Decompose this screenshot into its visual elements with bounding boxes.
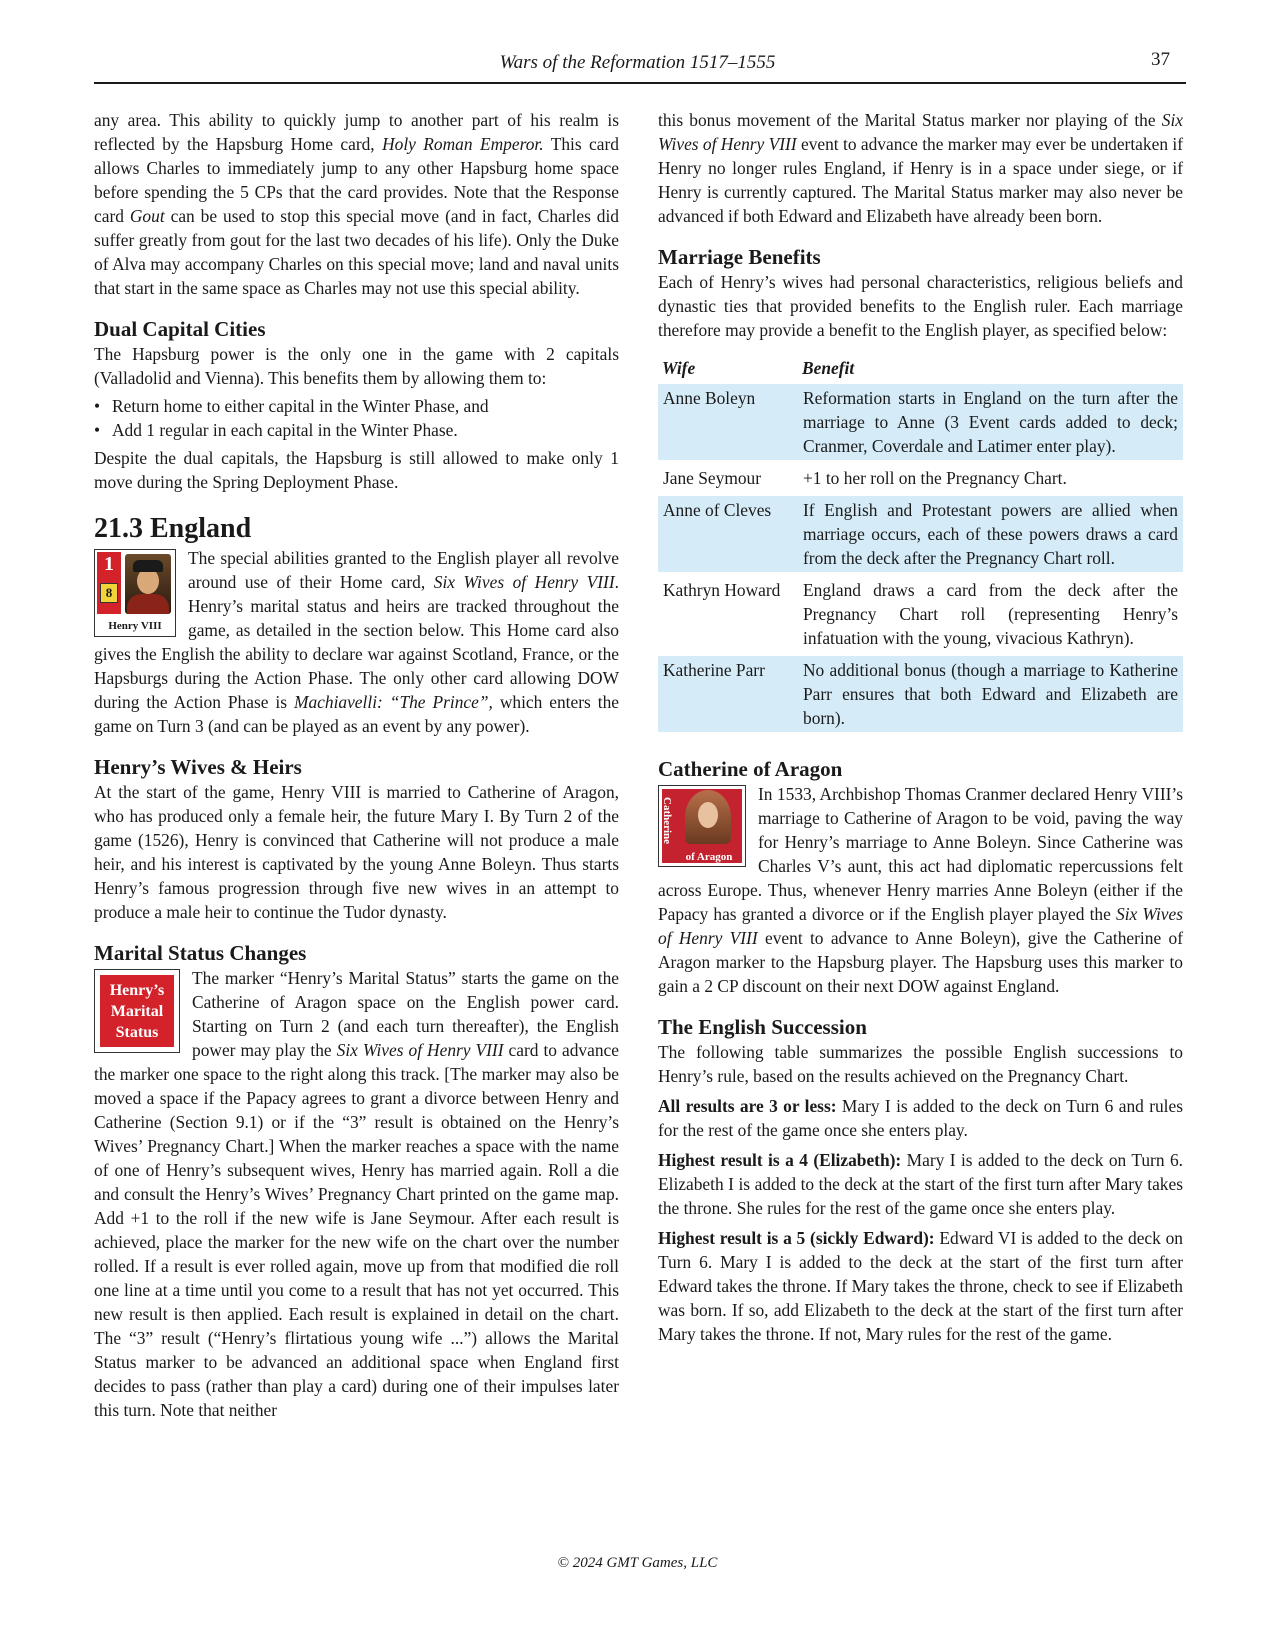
paragraph: Each of Henry’s wives had personal characteristics, religious beliefs and dynastic ties that provided benefits to the English ruler. Each marriage therefore may provide a benefit to the English player, as specified below:: [658, 272, 1183, 340]
table-row: Anne Boleyn Reformation starts in England on the turn after the marriage to Anne (3 Event cards added to deck; Cranmer, Coverdale and Latimer enter play).: [658, 384, 1183, 460]
marital-section: [94, 966, 619, 1422]
column-header-wife: Wife: [662, 358, 696, 378]
header-rule: [94, 82, 1186, 84]
table-row: Jane Seymour +1 to her roll on the Pregnancy Chart.: [663, 468, 1067, 488]
england-section: [94, 546, 619, 738]
succession-item: Highest result is a 4 (Elizabeth): Mary I is added to the deck on Turn 6. Elizabeth I is added to the deck at the start of the first turn after Mary takes the throne. She rules for the rest of the game once she enters play.: [658, 1150, 1183, 1218]
running-header: Wars of the Reformation 1517–1555: [499, 52, 776, 73]
paragraph: this bonus movement of the Marital Status marker nor playing of the Six Wives of Henry VIII event to advance the marker may ever be undertaken if Henry no longer rules England, if Henry is in a space under siege, or if Henry is currently captured. The Marital Status marker may also never be advanced if both Edward and Elizabeth have already been born.: [658, 110, 1183, 226]
marker-vertical-label: Catherine: [661, 797, 673, 845]
column-header-benefit: Benefit: [802, 358, 855, 378]
section-heading: Dual Capital Cities: [94, 317, 266, 341]
henry-viii-card-image: [94, 549, 176, 637]
paragraph: The special abilities granted to the English player all revolve around use of their Home card, Six Wives of Henry VIII. Henry’s marital status and heirs are tracked throughout the game, as detailed in the section below. This Home card also gives the English the ability to declare war against Scotland, France, or the Hapsburgs during the Action Phase. The only other card allowing DOW during the Action Phase is Machiavelli: “The Prince”, which enters the game on Turn 3 (and can be played as an event by any power).: [94, 548, 619, 736]
card-label: Henry VIII: [108, 620, 162, 632]
succession-item: All results are 3 or less: Mary I is added to the deck on Turn 6 and rules for the rest of the game once she enters play.: [658, 1096, 1184, 1140]
card-cp-value: 8: [100, 583, 118, 603]
card-number: 1: [104, 553, 114, 575]
succession-item: Highest result is a 5 (sickly Edward): Edward VI is added to the deck on Turn 6. Mary I is added to the deck at the start of the first turn after Edward takes the throne. If Mary takes the throne, check to see if Elizabeth was born. If so, add Elizabeth to the deck at the start of the first turn after Mary takes the throne. If not, Mary rules for the rest of the game.: [658, 1228, 1183, 1344]
paragraph: The marker “Henry’s Marital Status” starts the game on the Catherine of Aragon space on the English power card. Starting on Turn 2 (and each turn thereafter), the English power may play the Six Wives of Henry VIII card to advance the marker one space to the right along this track. [The marker may also be moved a space if the Papacy agrees to grant a divorce between Henry and Catherine (Section 9.1) or if the “3” result is obtained on the Henry’s Wives’ Pregnancy Chart.] When the marker reaches a space with the name of one of Henry’s subsequent wives, Henry has married again. Roll a die and consult the Henry’s Wives’ Pregnancy Chart printed on the game map. Add +1 to the roll if the new wife is Jane Seymour. After each result is achieved, place the marker for the new wife on the chart over the number rolled. If a result is ever rolled again, move up from that modified die roll one line at a time until you come to a result that has not yet occurred. This new result is then applied. Each result is explained in detail on the chart. The “3” result (“Henry’s flirtatious young wife ...”) allows the Marital Status marker to be advanced an additional space when England first decides to pass (rather than play a card) during one of their impulses later this turn. Note that neither: [94, 968, 619, 1420]
marital-status-marker-image: [94, 969, 180, 1053]
section-heading: The English Succession: [658, 1015, 867, 1039]
paragraph: The following table summarizes the possible English successions to Henry’s rule, based on the results achieved on the Pregnancy Chart.: [658, 1042, 1183, 1086]
section-heading: Marital Status Changes: [94, 941, 307, 965]
copyright-footer: © 2024 GMT Games, LLC: [557, 1555, 718, 1571]
henry-portrait-icon: [125, 554, 171, 614]
table-row: Kathryn Howard England draws a card from the deck after the Pregnancy Chart roll (representing Henry’s infatuation with the young, vivacious Kathryn).: [663, 580, 1178, 648]
marker-label: of Aragon: [685, 851, 733, 863]
table-row: Anne of Cleves If English and Protestant powers are allied when marriage occurs, each of these powers draws a card from the deck after the Pregnancy Chart roll.: [658, 496, 1183, 572]
catherine-of-aragon-marker-image: [658, 785, 746, 867]
table-row: Katherine Parr No additional bonus (though a marriage to Katherine Parr ensures that both Edward and Elizabeth are born).: [658, 656, 1183, 732]
table-header-row: [658, 356, 1183, 380]
paragraph: At the start of the game, Henry VIII is married to Catherine of Aragon, who has produced only a female heir, the future Mary I. By Turn 2 of the game (1526), Henry is convinced that Catherine will not produce a male heir, and his interest is captivated by the young Anne Boleyn. Thus starts Henry’s famous progression through five new wives in an attempt to produce a male heir to continue the Tudor dynasty.: [94, 782, 619, 922]
right-column: [658, 108, 1183, 1346]
marriage-benefits-table: [658, 352, 1183, 736]
section-title: 21.3 England: [94, 513, 252, 544]
paragraph: any area. This ability to quickly jump to another part of his realm is reflected by the Hapsburg Home card, Holy Roman Emperor. This card allows Charles to immediately jump to any other Hapsburg home space before spending the 5 CPs that the card provides. Note that the Response card Gout can be used to stop this special move (and in fact, Charles did suffer greatly from gout for the last two decades of his life). Only the Duke of Alva may accompany Charles on this special move; land and naval units that start in the same space as Charles may not use this special ability.: [94, 110, 620, 298]
catherine-section: [658, 782, 1183, 998]
list-item: • Add 1 regular in each capital in the Winter Phase.: [94, 418, 619, 442]
section-heading: Marriage Benefits: [658, 245, 821, 269]
bullet-list: [94, 394, 619, 442]
marker-label: Henry’s Marital Status: [100, 975, 174, 1047]
page-number: 37: [1151, 49, 1170, 70]
list-item: • Return home to either capital in the Winter Phase, and: [94, 394, 619, 418]
paragraph: In 1533, Archbishop Thomas Cranmer declared Henry VIII’s marriage to Catherine of Aragon to be void, paving the way for Henry’s marriage to Anne Boleyn. Since Catherine was Charles V’s aunt, this act had diplomatic repercussions felt across Europe. Thus, whenever Henry marries Anne Boleyn (either if the Papacy has granted a divorce or if the English player played the Six Wives of Henry VIII event to advance to Anne Boleyn), give the Catherine of Aragon marker to the Hapsburg player. The Hapsburg uses this marker to gain a 2 CP discount on their next DOW against England.: [658, 784, 1183, 996]
catherine-portrait-icon: [685, 790, 731, 844]
section-heading: Henry’s Wives & Heirs: [94, 755, 302, 779]
paragraph: The Hapsburg power is the only one in the game with 2 capitals (Valladolid and Vienna). This benefits them by allowing them to:: [94, 344, 619, 388]
left-column: [94, 108, 619, 1422]
paragraph: Despite the dual capitals, the Hapsburg is still allowed to make only 1 move during the Spring Deployment Phase.: [94, 448, 619, 492]
section-heading: Catherine of Aragon: [658, 757, 843, 781]
